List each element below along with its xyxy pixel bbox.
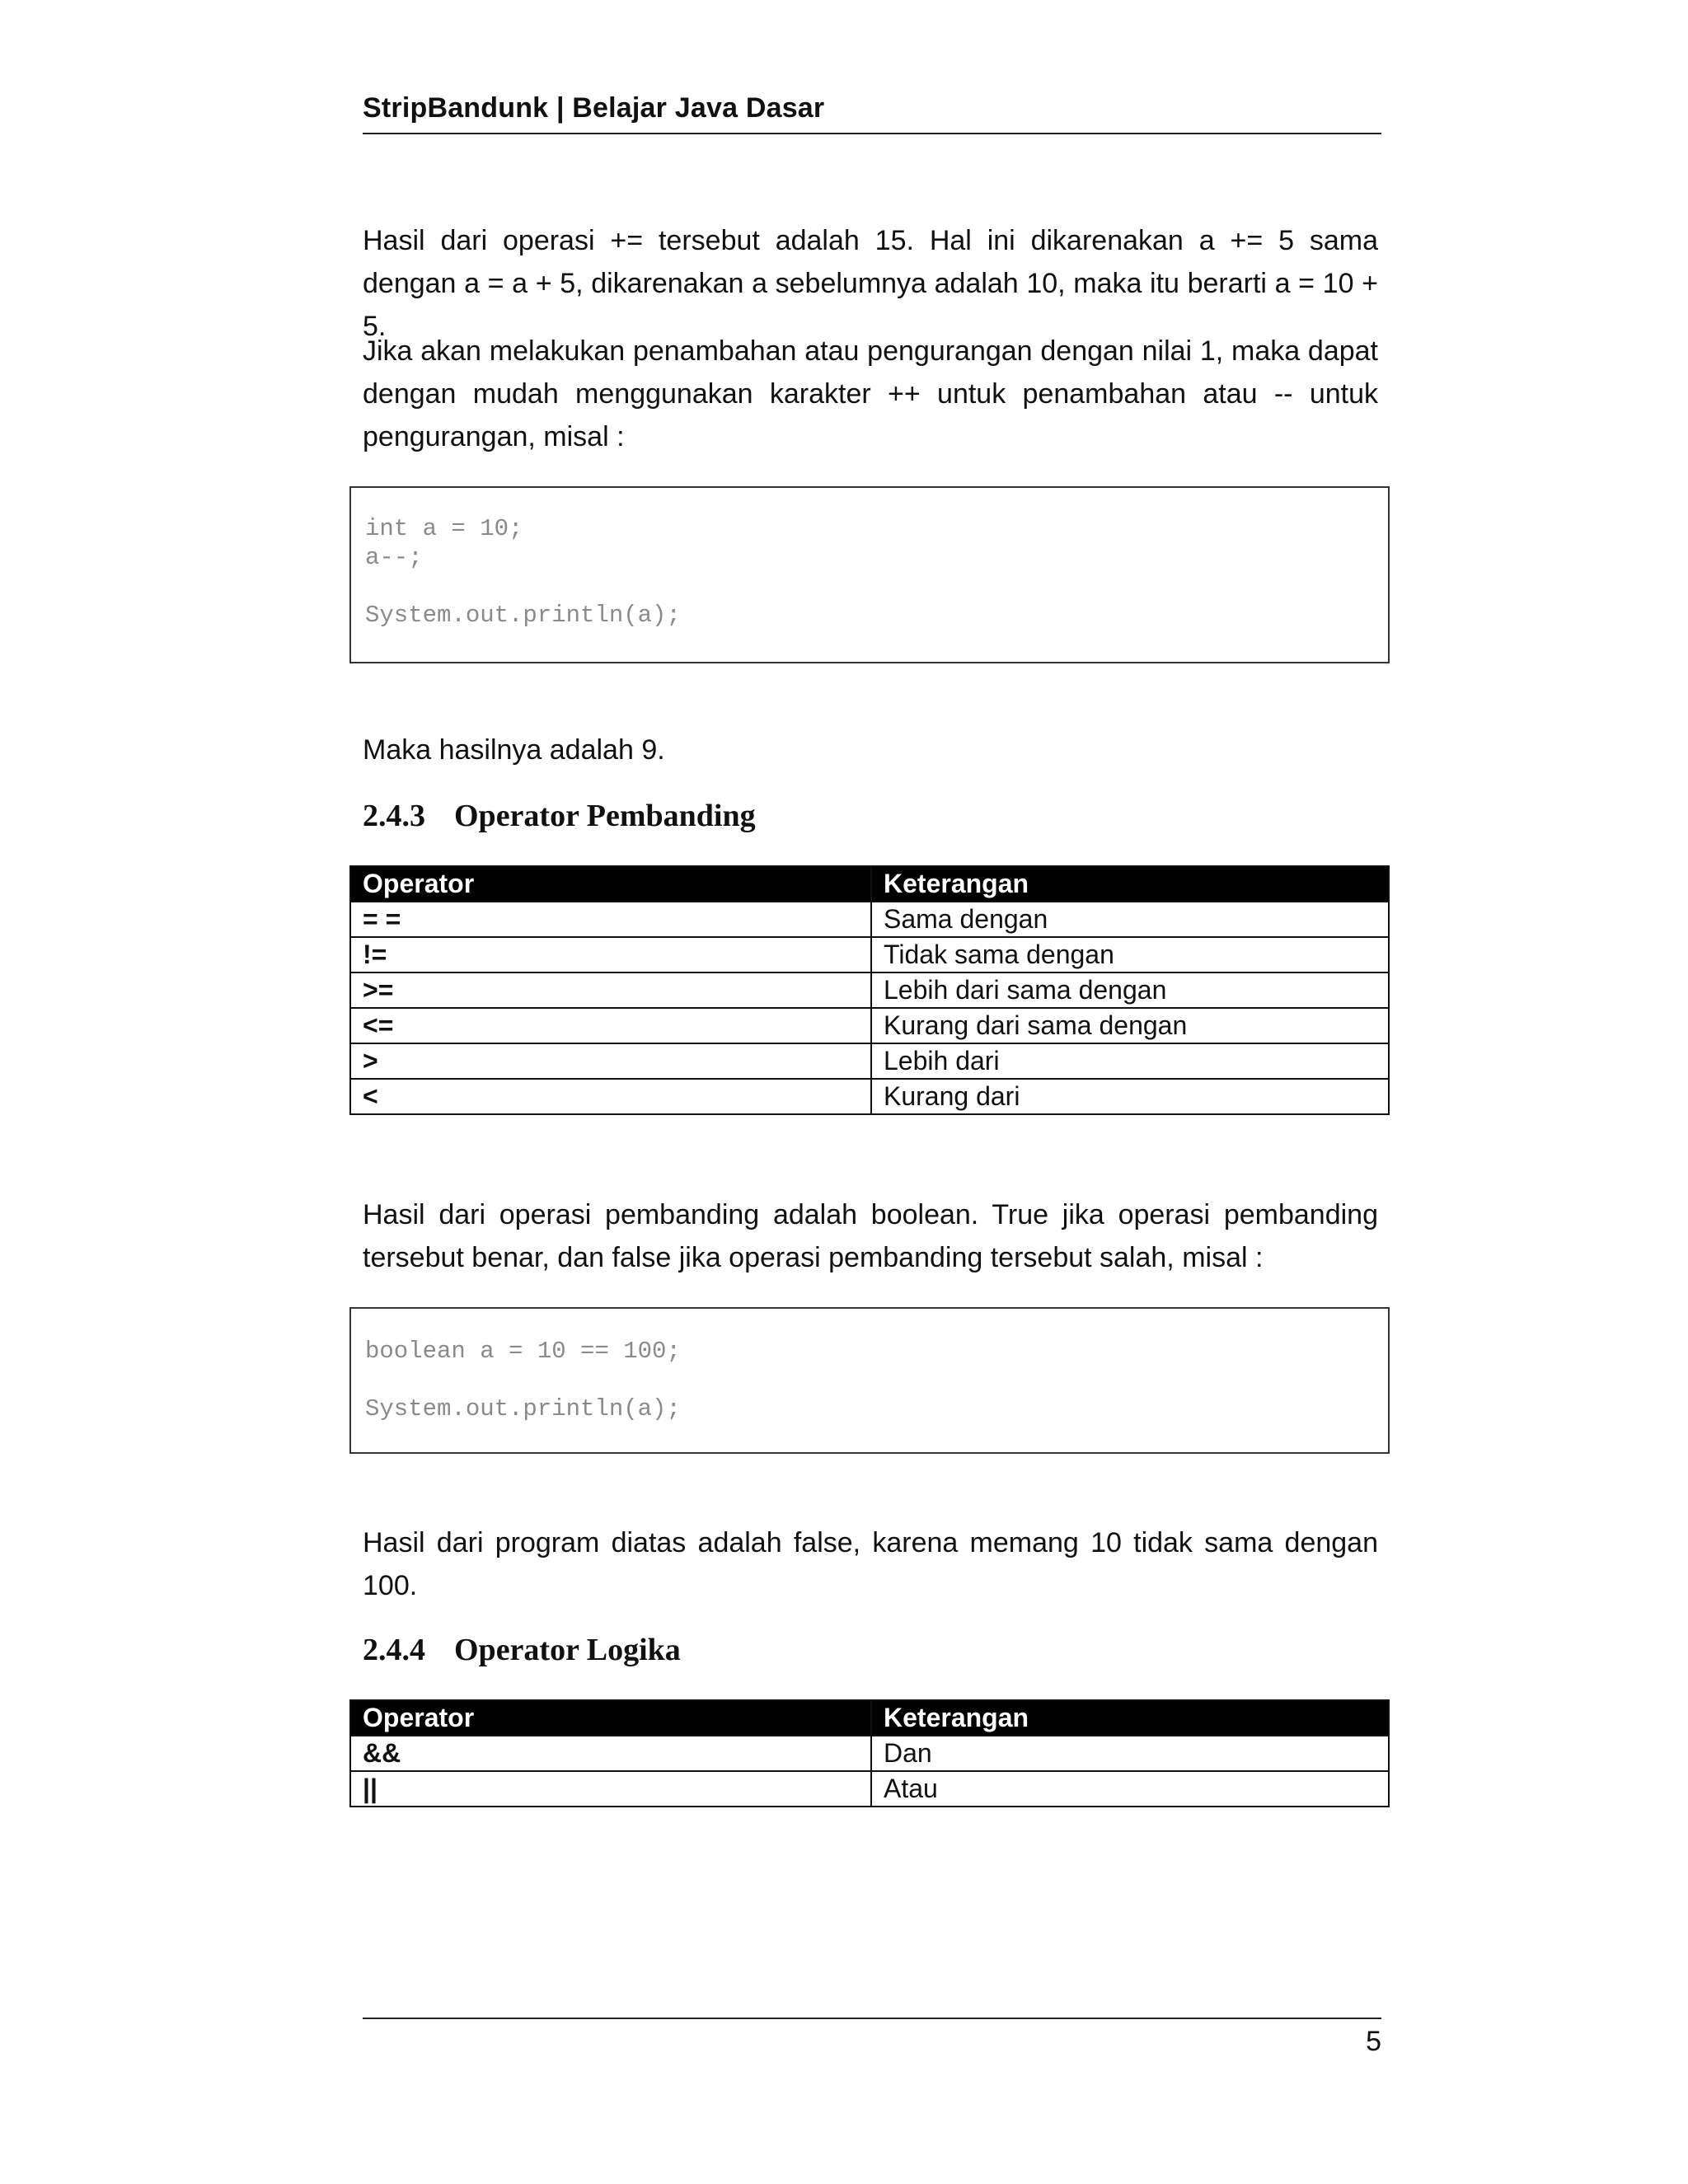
code-blank-line — [365, 572, 1388, 601]
table-row — [350, 1079, 1389, 1114]
comparison-operator-table — [349, 865, 1390, 1115]
code-block-comparison — [349, 1307, 1390, 1454]
operator-cell: != — [350, 937, 871, 972]
description-cell: Lebih dari sama dengan — [871, 972, 1389, 1008]
table-header-row — [350, 866, 1389, 902]
column-header-operator: Operator — [350, 866, 871, 902]
logic-operator-table — [349, 1699, 1390, 1807]
section-number: 2.4.4 — [363, 1633, 425, 1667]
operator-cell: <= — [350, 1008, 871, 1043]
paragraph-comparison-result: Hasil dari operasi pembanding adalah boolean. True jika operasi pembanding tersebut benar, dan false jika operasi pembanding tersebut salah, misal : — [363, 1199, 1378, 1273]
table-row — [350, 1008, 1389, 1043]
paragraph-program-result: Hasil dari program diatas adalah false, karena memang 10 tidak sama dengan 100. — [363, 1527, 1378, 1601]
paragraph-compound-assignment: Hasil dari operasi += tersebut adalah 15. Hal ini dikarenakan a += 5 sama dengan a = a + 5, dikarenakan a sebelumnya adalah 10, maka itu berarti a = 10 + 5. — [363, 225, 1378, 342]
page-number: 5 — [1366, 2026, 1381, 2057]
operator-cell: > — [350, 1043, 871, 1079]
operator-cell: < — [350, 1079, 871, 1114]
table-row — [350, 1043, 1389, 1079]
operator-cell: = = — [350, 902, 871, 937]
column-header-description: Keterangan — [871, 1700, 1389, 1736]
section-number: 2.4.3 — [363, 799, 425, 833]
code-blank-line — [365, 1366, 1388, 1394]
code-line: System.out.println(a); — [365, 602, 681, 629]
description-cell: Lebih dari — [871, 1043, 1389, 1079]
section-title: Operator Logika — [454, 1633, 681, 1667]
description-cell: Dan — [871, 1736, 1389, 1771]
section-heading-comparison — [363, 798, 756, 834]
code-line: boolean a = 10 == 100; — [365, 1338, 681, 1365]
description-cell: Kurang dari — [871, 1079, 1389, 1114]
code-line: System.out.println(a); — [365, 1395, 681, 1422]
section-heading-logic — [363, 1632, 681, 1668]
column-header-description: Keterangan — [871, 866, 1389, 902]
footer-divider — [363, 2018, 1381, 2019]
page-header: StripBandunk | Belajar Java Dasar — [363, 92, 1381, 134]
code-line: a--; — [365, 544, 423, 571]
paragraph-result-nine: Maka hasilnya adalah 9. — [363, 734, 665, 766]
table-header-row — [350, 1700, 1389, 1736]
column-header-operator: Operator — [350, 1700, 871, 1736]
operator-cell: || — [350, 1771, 871, 1807]
section-title: Operator Pembanding — [454, 799, 756, 833]
table-row — [350, 972, 1389, 1008]
table-row — [350, 937, 1389, 972]
table-row — [350, 902, 1389, 937]
paragraph-increment-decrement: Jika akan melakukan penambahan atau pengurangan dengan nilai 1, maka dapat dengan mudah menggunakan karakter ++ untuk penambahan atau -- untuk pengurangan, misal : — [363, 335, 1378, 452]
operator-cell: && — [350, 1736, 871, 1771]
table-row — [350, 1771, 1389, 1807]
code-block-decrement — [349, 486, 1390, 663]
code-line: int a = 10; — [365, 515, 523, 542]
description-cell: Sama dengan — [871, 902, 1389, 937]
table-row — [350, 1736, 1389, 1771]
operator-cell: >= — [350, 972, 871, 1008]
description-cell: Kurang dari sama dengan — [871, 1008, 1389, 1043]
description-cell: Tidak sama dengan — [871, 937, 1389, 972]
description-cell: Atau — [871, 1771, 1389, 1807]
